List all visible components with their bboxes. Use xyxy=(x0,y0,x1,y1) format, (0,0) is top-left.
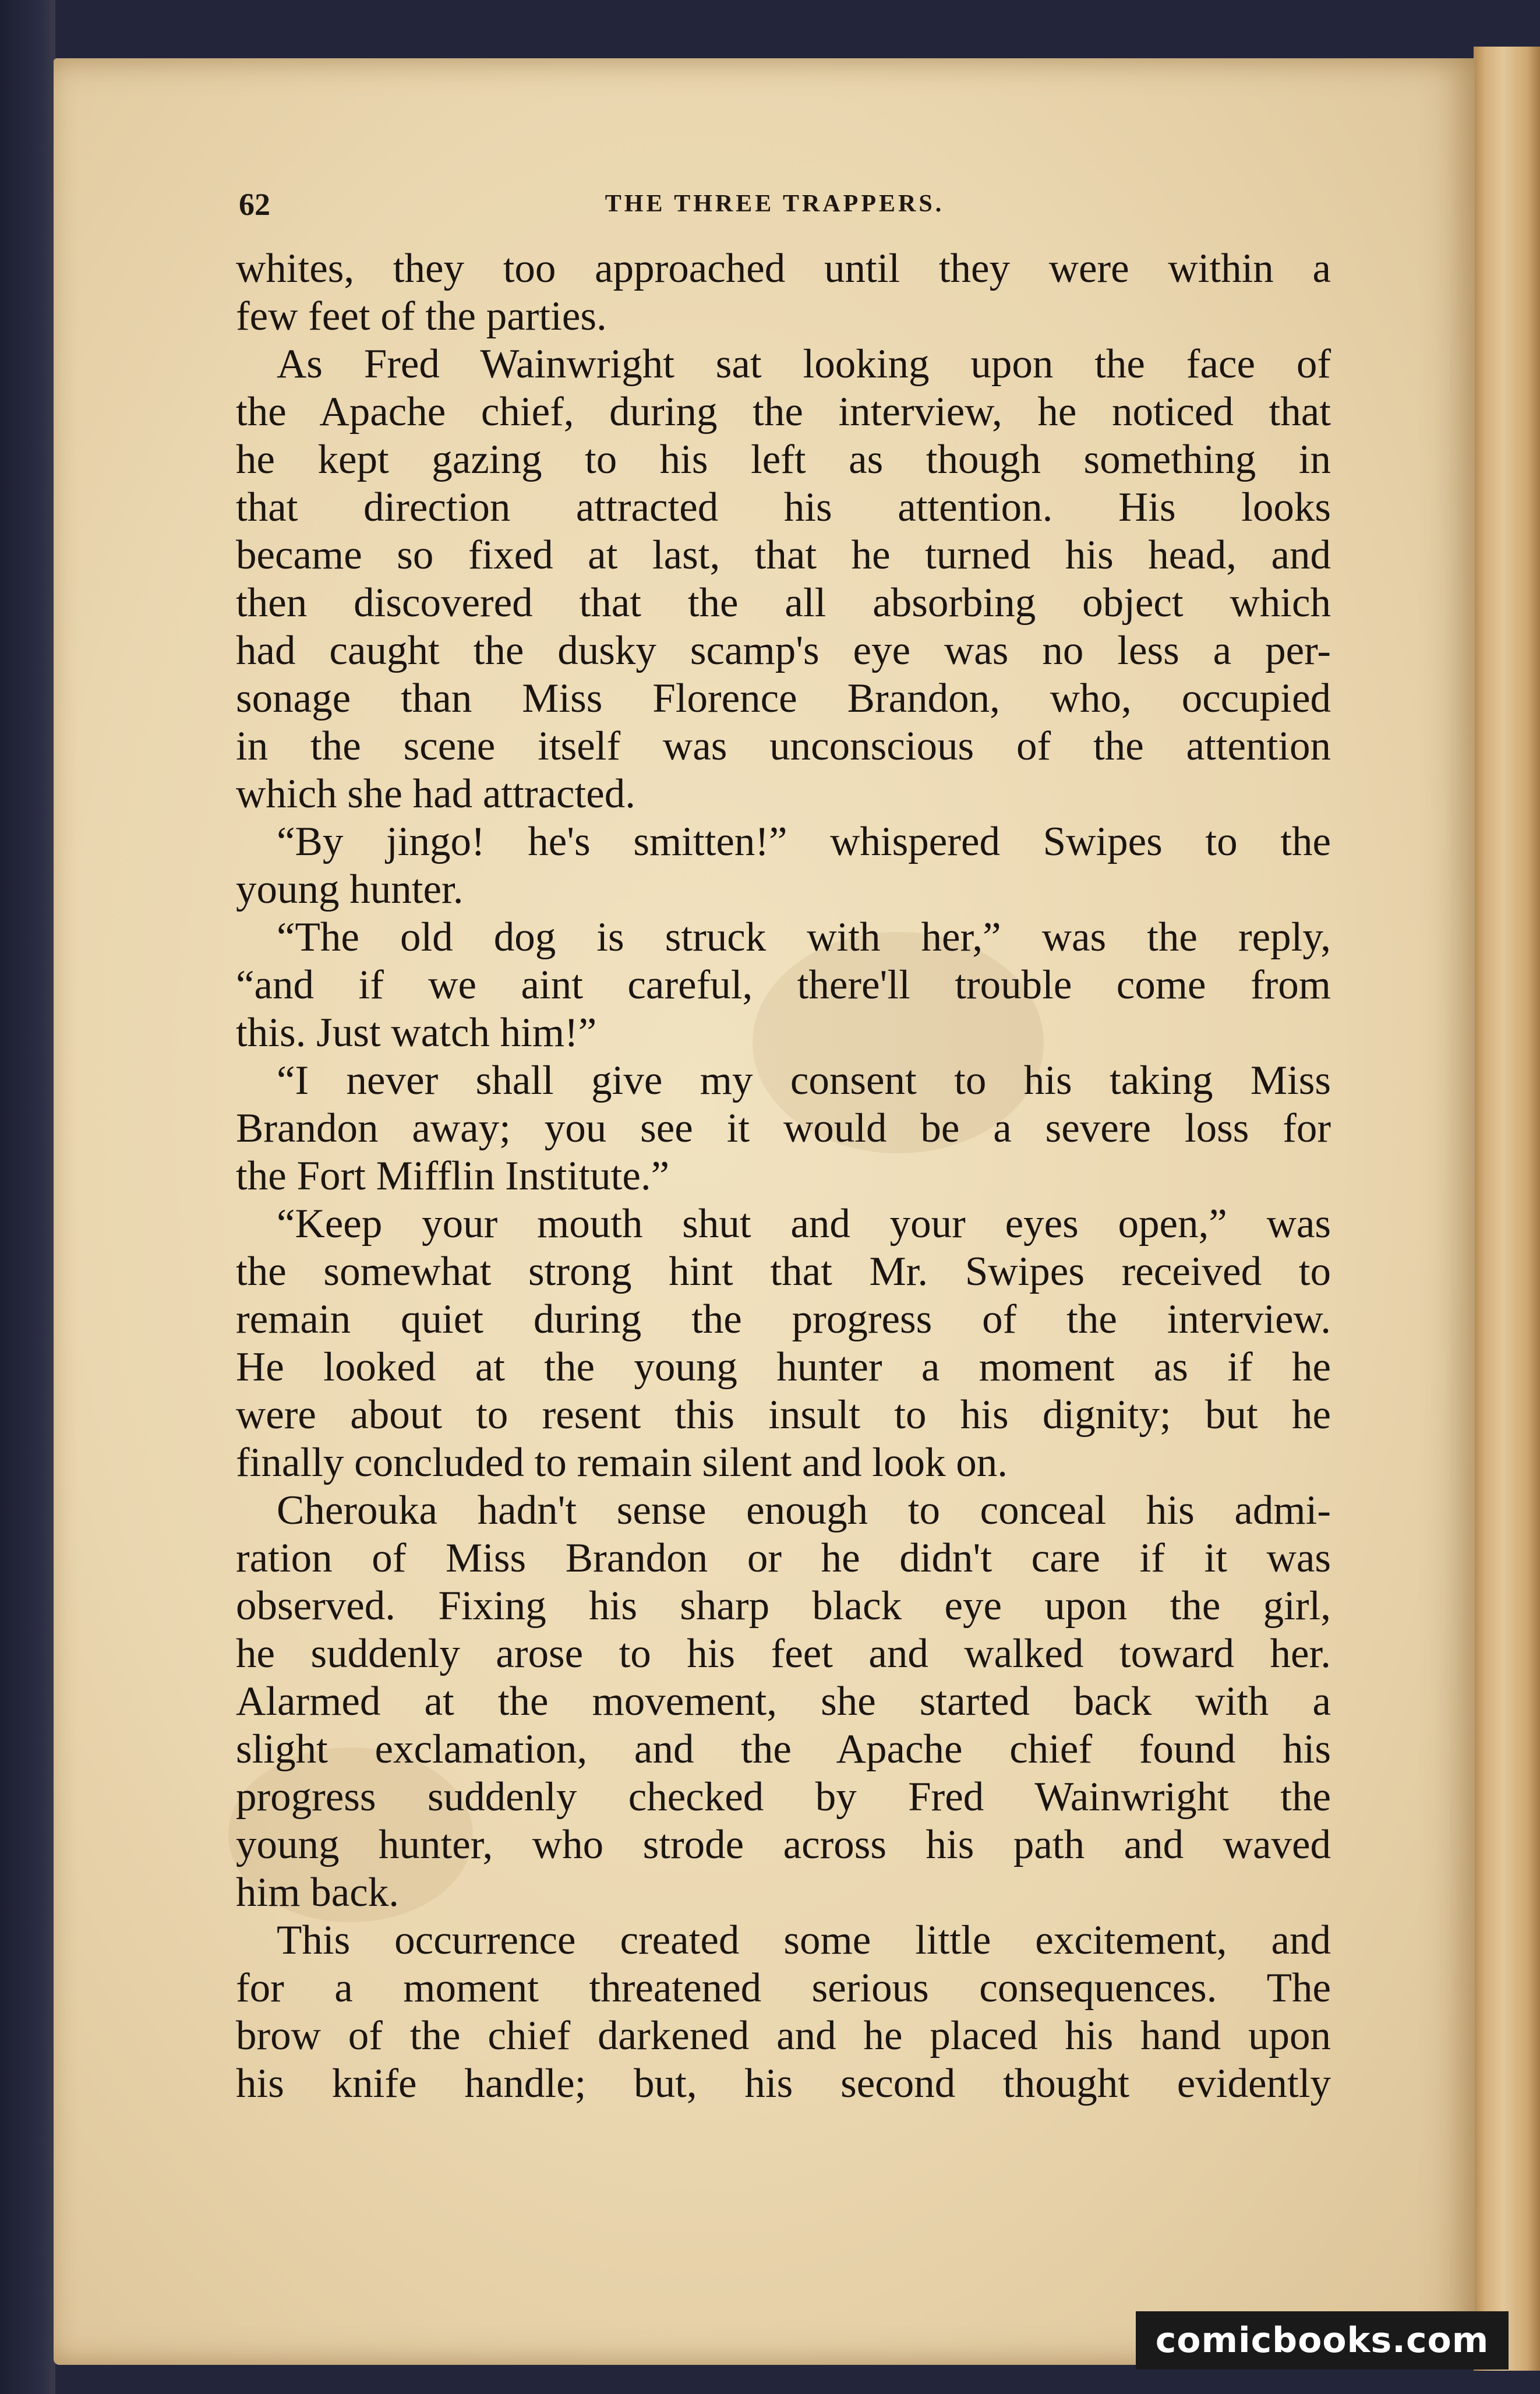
text-line: had caught the dusky scamp's eye was no less a per- xyxy=(236,628,1331,673)
text-line: He looked at the young hunter a moment as if he xyxy=(236,1344,1331,1390)
text-line: whites, they too approached until they were within a xyxy=(236,246,1331,291)
text-line: him back. xyxy=(236,1870,399,1915)
text-line: observed. Fixing his sharp black eye upon the girl, xyxy=(236,1583,1331,1629)
running-title: THE THREE TRAPPERS. xyxy=(605,190,945,217)
text-line: “and if we aint careful, there'll trouble come from xyxy=(236,962,1331,1008)
text-line: young hunter, who strode across his path and waved xyxy=(236,1822,1331,1867)
text-line: finally concluded to remain silent and look on. xyxy=(236,1440,1008,1485)
page-number: 62 xyxy=(239,187,270,222)
text-line: young hunter. xyxy=(236,867,464,912)
text-line: then discovered that the all absorbing object which xyxy=(236,580,1331,626)
text-line: slight exclamation, and the Apache chief found his xyxy=(236,1726,1331,1772)
text-line: the Apache chief, during the interview, he noticed that xyxy=(236,389,1331,435)
page-header xyxy=(239,186,1334,227)
text-line: Alarmed at the movement, she started back with a xyxy=(236,1679,1331,1724)
text-line: ration of Miss Brandon or he didn't care if it was xyxy=(236,1535,1331,1581)
text-line: the somewhat strong hint that Mr. Swipes received to xyxy=(236,1249,1331,1294)
text-line: became so fixed at last, that he turned his head, and xyxy=(236,532,1331,578)
text-line: for a moment threatened serious consequences. The xyxy=(236,1965,1331,2011)
text-line: progress suddenly checked by Fred Wainwright the xyxy=(236,1774,1331,1820)
site-watermark: comicbooks.com xyxy=(1136,2311,1509,2370)
text-line: sonage than Miss Florence Brandon, who, occupied xyxy=(236,676,1331,721)
text-line: As Fred Wainwright sat looking upon the face of xyxy=(277,341,1331,387)
text-line: “By jingo! he's smitten!” whispered Swipes to the xyxy=(277,819,1331,864)
body-text xyxy=(236,245,1331,2107)
text-line: “I never shall give my consent to his taking Miss xyxy=(277,1058,1331,1103)
text-line: brow of the chief darkened and he placed his hand upon xyxy=(236,2013,1331,2058)
text-line: his knife handle; but, his second thought evidently xyxy=(236,2061,1331,2106)
text-line: he kept gazing to his left as though something in xyxy=(236,437,1331,482)
cover-edge-left xyxy=(0,0,55,2394)
text-line: “Keep your mouth shut and your eyes open,” was xyxy=(277,1201,1331,1247)
text-line: “The old dog is struck with her,” was the reply, xyxy=(277,914,1331,960)
page-edge-right xyxy=(1474,47,1540,2371)
text-line: which she had attracted. xyxy=(236,771,636,817)
text-line: remain quiet during the progress of the interview. xyxy=(236,1297,1331,1342)
text-line: were about to resent this insult to his dignity; but he xyxy=(236,1392,1331,1438)
text-line: in the scene itself was unconscious of the attention xyxy=(236,723,1331,769)
text-line: few feet of the parties. xyxy=(236,294,607,339)
text-line: he suddenly arose to his feet and walked toward her. xyxy=(236,1631,1331,1676)
text-line: Brandon away; you see it would be a severe loss for xyxy=(236,1106,1331,1151)
text-line: the Fort Mifflin Institute.” xyxy=(236,1153,670,1199)
text-line: Cherouka hadn't sense enough to conceal his admi- xyxy=(277,1488,1331,1533)
text-line: that direction attracted his attention. His looks xyxy=(236,485,1331,530)
text-line: This occurrence created some little excitement, and xyxy=(277,1918,1331,1963)
text-line: this. Just watch him!” xyxy=(236,1010,597,1055)
